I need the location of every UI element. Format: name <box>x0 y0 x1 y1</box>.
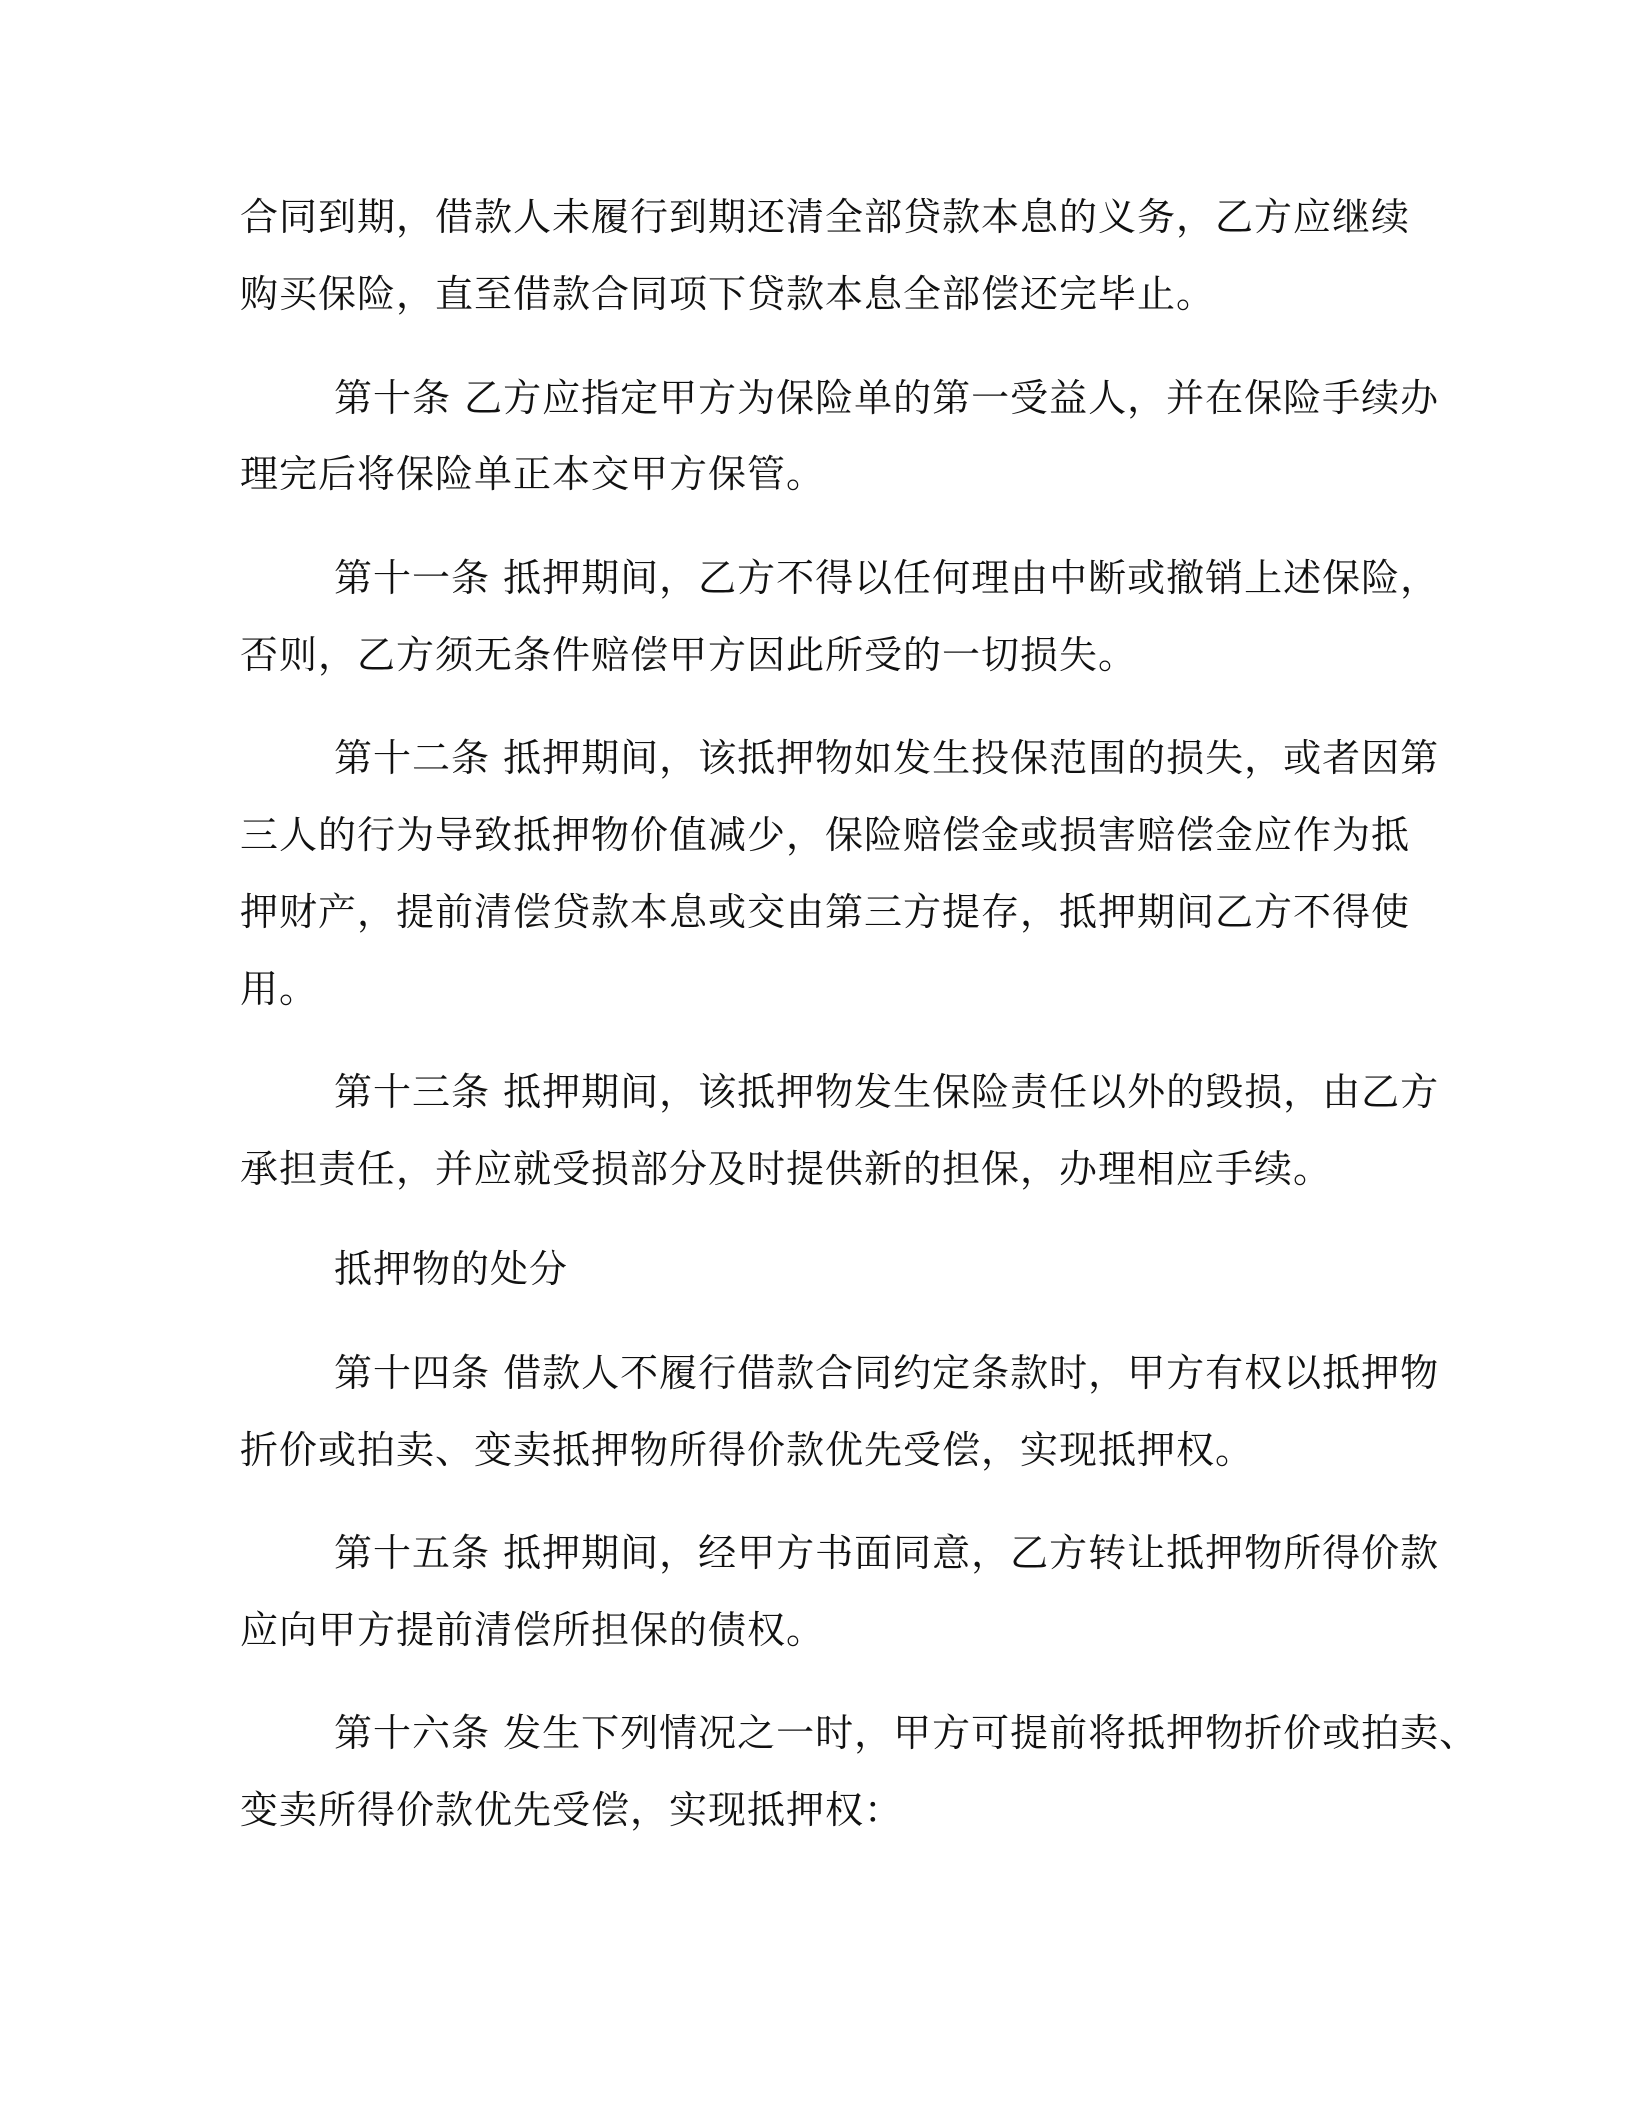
text-line: 理完后将保险单正本交甲方保管。 <box>240 452 826 496</box>
text-line: 购买保险，直至借款合同项下贷款本息全部偿还完毕止。 <box>240 272 1216 316</box>
text-line: 三人的行为导致抵押物价值减少，保险赔偿金或损害赔偿金应作为抵 <box>240 813 1411 857</box>
text-line: 折价或拍卖、变卖抵押物所得价款优先受偿，实现抵押权。 <box>240 1428 1255 1472</box>
text-line: 第十一条 抵押期间，乙方不得以任何理由中断或撤销上述保险， <box>334 556 1440 600</box>
text-line: 承担责任，并应就受损部分及时提供新的担保，办理相应手续。 <box>240 1147 1333 1191</box>
text-line: 合同到期，借款人未履行到期还清全部贷款本息的义务，乙方应继续 <box>240 195 1411 239</box>
text-line: 应向甲方提前清偿所担保的债权。 <box>240 1608 826 1652</box>
text-line: 第十四条 借款人不履行借款合同约定条款时，甲方有权以抵押物 <box>334 1351 1440 1395</box>
text-line: 用。 <box>240 967 319 1011</box>
section-heading: 抵押物的处分 <box>334 1247 569 1291</box>
text-line: 变卖所得价款优先受偿，实现抵押权： <box>240 1788 904 1832</box>
text-line: 第十三条 抵押期间，该抵押物发生保险责任以外的毁损，由乙方 <box>334 1070 1440 1114</box>
text-line: 第十五条 抵押期间，经甲方书面同意，乙方转让抵押物所得价款 <box>334 1531 1440 1575</box>
text-line: 第十条 乙方应指定甲方为保险单的第一受益人，并在保险手续办 <box>334 376 1440 420</box>
text-line: 押财产，提前清偿贷款本息或交由第三方提存，抵押期间乙方不得使 <box>240 890 1411 934</box>
text-line: 第十六条 发生下列情况之一时，甲方可提前将抵押物折价或拍卖、 <box>334 1711 1479 1755</box>
text-line: 否则，乙方须无条件赔偿甲方因此所受的一切损失。 <box>240 633 1138 677</box>
text-line: 第十二条 抵押期间，该抵押物如发生投保范围的损失，或者因第 <box>334 736 1440 780</box>
